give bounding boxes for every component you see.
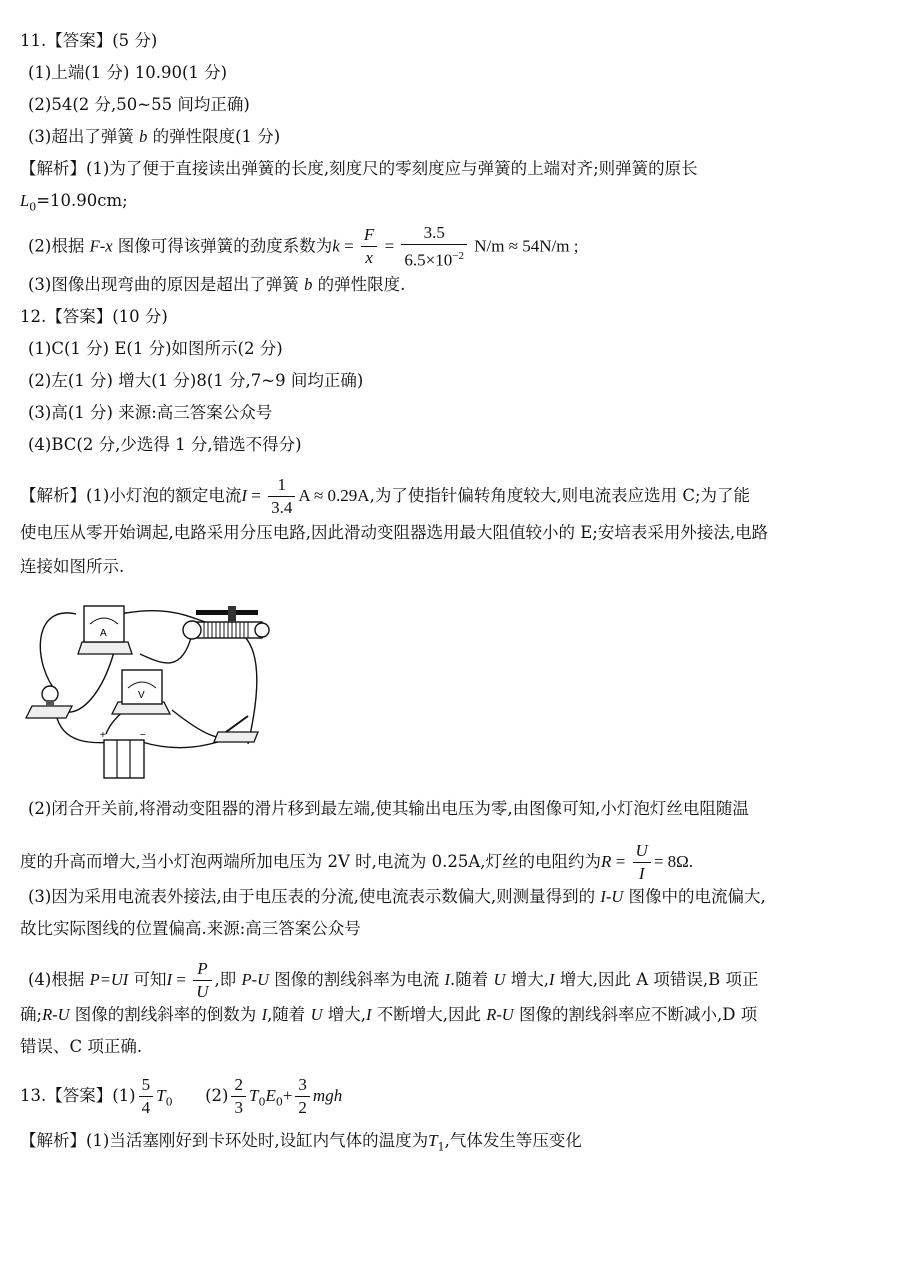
resistance-result: = 8Ω. [653, 852, 694, 871]
q12-explanation-1: 【解析】(1)小灯泡的额定电流I = $\frac{1}{3.4}$ A ≈ 0.29A,为了使指针偏转角度较大,则电流表应选用 C;为了能 [20, 475, 751, 517]
I-symbol-6: I [365, 1005, 372, 1024]
exp4-l2-d: 增大, [322, 1005, 366, 1024]
q11-answer-3 [28, 126, 280, 148]
fx-symbol: F-x [89, 236, 113, 256]
exp4-l2-b: 图像的割线斜率的倒数为 [69, 1005, 262, 1024]
T1-symbol: T [428, 1131, 438, 1150]
q11-answer-2: (2)54(2 分,50~55 间均正确) [28, 95, 250, 114]
q13-part2-label: (2) [205, 1086, 229, 1105]
T0-subscript: 0 [258, 1095, 266, 1109]
q12-explanation-1-l2: 使电压从零开始调起,电路采用分压电路,因此滑动变阻器选用最大阻值较小的 E;安培表采用外接法,电路 [20, 523, 769, 542]
battery [100, 730, 146, 778]
fraction-value [401, 222, 467, 272]
U-symbol-2: U [493, 970, 506, 989]
q11-heading: 11.【答案】(5 分) [20, 31, 158, 50]
q12-answer-2: (2)左(1 分) 增大(1 分)8(1 分,7~9 间均正确) [28, 371, 364, 390]
frac-num-P: P [193, 958, 211, 981]
exp4-e: 增大,因此 A 项错误,B 项正 [554, 970, 759, 989]
T0-symbol: T [248, 1086, 259, 1105]
frac-num-3: 3 [295, 1074, 310, 1097]
current-result: A ≈ 0.29A [298, 486, 370, 505]
q12-explanation-4-l3: 错误、C 项正确. [20, 1037, 143, 1056]
I-symbol-5: I [261, 1005, 268, 1024]
length-value: =10.90cm; [36, 191, 128, 210]
q12-exp2-l2-text: 度的升高而增大,当小灯泡两端所加电压为 2V 时,电流为 0.25A,灯丝的电阻约为 [20, 852, 602, 871]
battery-plus: + [100, 730, 106, 741]
exp4-c: .随着 [450, 970, 494, 989]
length-subscript: 0 [29, 200, 37, 214]
exp4-b: 图像的割线斜率为电流 [269, 970, 445, 989]
mgh-symbol: mgh [312, 1086, 343, 1105]
frac-num-value: 3.5 [401, 222, 467, 245]
q11-answer-3-tail: 的弹性限度(1 分) [147, 127, 281, 146]
exp4-l2-f: 图像的割线斜率应不断减小,D 项 [513, 1005, 758, 1024]
plus-sign: + [282, 1086, 293, 1105]
frac-num-5: 5 [139, 1074, 154, 1097]
q12-exp3-text: (3)因为采用电流表外接法,由于电压表的分流,使电流表示数偏大,则测量得到的 [28, 887, 601, 906]
exp3-prefix: (3)图像出现弯曲的原因是超出了弹簧 [28, 275, 305, 294]
exp4-a: ,即 [214, 970, 242, 989]
fraction-1-over-3.4 [268, 474, 295, 519]
U-symbol-3: U [310, 1005, 323, 1024]
I-symbol-3: I [444, 970, 451, 989]
E0-subscript: 0 [275, 1095, 283, 1109]
fraction-5-over-4 [139, 1074, 154, 1119]
E0-symbol: E [265, 1086, 276, 1105]
k-result: N/m ≈ 54N/m ; [469, 236, 579, 256]
q12-explanation-3-l2: 故比实际图线的位置偏高.来源:高三答案公众号 [20, 919, 361, 938]
exp4-l2-c: ,随着 [267, 1005, 311, 1024]
fraction-U-over-I [633, 840, 651, 885]
frac-den-3: 3 [234, 1098, 243, 1117]
q12-answer-1: (1)C(1 分) E(1 分)如图所示(2 分) [28, 339, 283, 358]
frac-num-1: 1 [268, 474, 295, 497]
frac-den-3.4: 3.4 [271, 498, 293, 517]
q11-explanation-2: (2)根据 F-x 图像可得该弹簧的劲度系数为k = $\frac{F}{x}$ = $\frac{3.5}{6.5\times 10^{-2}}$ N/m ≈ 54N/m ; [28, 223, 579, 270]
exp4-d: 增大, [505, 970, 549, 989]
I-symbol-4: I [548, 970, 555, 989]
exp4-prefix: (4)根据 [28, 970, 90, 989]
q12-explanation-2-l1: (2)闭合开关前,将滑动变阻器的滑片移到最左端,使其输出电压为零,由图像可知,小灯泡灯丝电阻随温 [28, 799, 749, 818]
frac-den-U: U [196, 982, 209, 1001]
q11-answer-1: (1)上端(1 分) 10.90(1 分) [28, 63, 228, 82]
spring-b-symbol-2: b [304, 275, 313, 294]
q12-explanation-4-l1: (4)根据 P=UI 可知I = $\frac{P}{U}$ ,即 P-U 图像的割线斜率为电流 I.随着 U 增大,I 增大,因此 A 项错误,B 项正 [28, 959, 759, 1001]
q12-explanation-1-l3: 连接如图所示. [20, 557, 125, 576]
R-symbol: R [601, 852, 612, 871]
length-symbol: L [20, 191, 30, 210]
T-subscript: 0 [165, 1095, 173, 1109]
frac-den-exponent: −2 [452, 250, 464, 262]
q11-explanation-1-cont [20, 190, 128, 218]
q11-explanation-3 [28, 274, 405, 296]
exp4-mid: 可知 [128, 970, 167, 989]
fraction-3-over-2 [295, 1074, 310, 1119]
RU-symbol-2: R-U [486, 1005, 514, 1024]
k-symbol: k [332, 236, 340, 256]
RU-symbol: R-U [42, 1005, 70, 1024]
q13-heading: 13.【答案】(1) [20, 1086, 136, 1105]
q12-exp3-tail: 图像中的电流偏大, [623, 887, 766, 906]
q13-answer [20, 1074, 342, 1119]
fraction-2-over-3 [231, 1074, 246, 1119]
lamp [26, 686, 72, 718]
exp2-mid: 图像可得该弹簧的劲度系数为 [112, 236, 333, 256]
frac-num-2: 2 [231, 1074, 246, 1097]
exp2-prefix: (2)根据 [28, 236, 90, 256]
frac-num-F: F [361, 224, 377, 247]
wire [40, 613, 76, 694]
I-symbol-2: I [166, 970, 173, 989]
q12-exp1-tail: ,为了使指针偏转角度较大,则电流表应选用 C;为了能 [369, 486, 751, 505]
voltmeter [112, 670, 170, 714]
q11-answer-3-text: (3)超出了弹簧 [28, 127, 140, 146]
q12-explanation-2-l2: 度的升高而增大,当小灯泡两端所加电压为 2V 时,电流为 0.25A,灯丝的电阻约为R = $\frac{U}{I}$ = 8Ω. [20, 841, 694, 883]
spring-b-symbol: b [139, 127, 148, 146]
exp4-l2-a: 确; [20, 1005, 43, 1024]
ammeter-label: A [100, 628, 107, 639]
PU-symbol: P-U [241, 970, 270, 989]
q11-explanation-1: 【解析】(1)为了便于直接读出弹簧的长度,刻度尺的零刻度应与弹簧的上端对齐;则弹簧的原长 [20, 159, 698, 178]
q12-exp1-prefix: 【解析】(1)小灯泡的额定电流 [20, 486, 242, 505]
T1-subscript: 1 [437, 1140, 445, 1154]
q12-explanation-4-l2 [20, 1004, 757, 1026]
battery-minus: − [140, 730, 146, 741]
q13-exp-text: 【解析】(1)当活塞刚好到卡环处时,设缸内气体的温度为 [20, 1131, 429, 1150]
frac-den-value [401, 245, 467, 272]
frac-den-4: 4 [141, 1098, 151, 1117]
ammeter [78, 606, 132, 654]
q12-answer-4: (4)BC(2 分,少选得 1 分,错选不得分) [28, 435, 302, 454]
voltmeter-label: V [138, 690, 145, 701]
frac-den-base: 6.5×10 [404, 250, 453, 270]
frac-den-I: I [638, 864, 645, 883]
PUI-symbol: P=UI [89, 970, 129, 989]
rheostat [183, 606, 269, 639]
I-symbol: I [241, 486, 248, 505]
q12-heading: 12.【答案】(10 分) [20, 307, 168, 326]
IU-symbol: I-U [600, 887, 624, 906]
q12-answer-3: (3)高(1 分) 来源:高三答案公众号 [28, 403, 273, 422]
fraction-F-over-x [361, 224, 377, 269]
frac-den-2: 2 [298, 1098, 307, 1117]
frac-den-x: x [365, 248, 373, 268]
q12-explanation-3-l1 [28, 886, 766, 908]
T-symbol: T [156, 1086, 166, 1105]
exp4-l2-e: 不断增大,因此 [371, 1005, 487, 1024]
q13-explanation [20, 1130, 582, 1158]
frac-num-U: U [633, 840, 651, 863]
q13-exp-tail: ,气体发生等压变化 [444, 1131, 582, 1150]
circuit-diagram [22, 594, 284, 784]
exp3-tail: 的弹性限度. [312, 275, 406, 294]
fraction-P-over-U [193, 958, 211, 1003]
